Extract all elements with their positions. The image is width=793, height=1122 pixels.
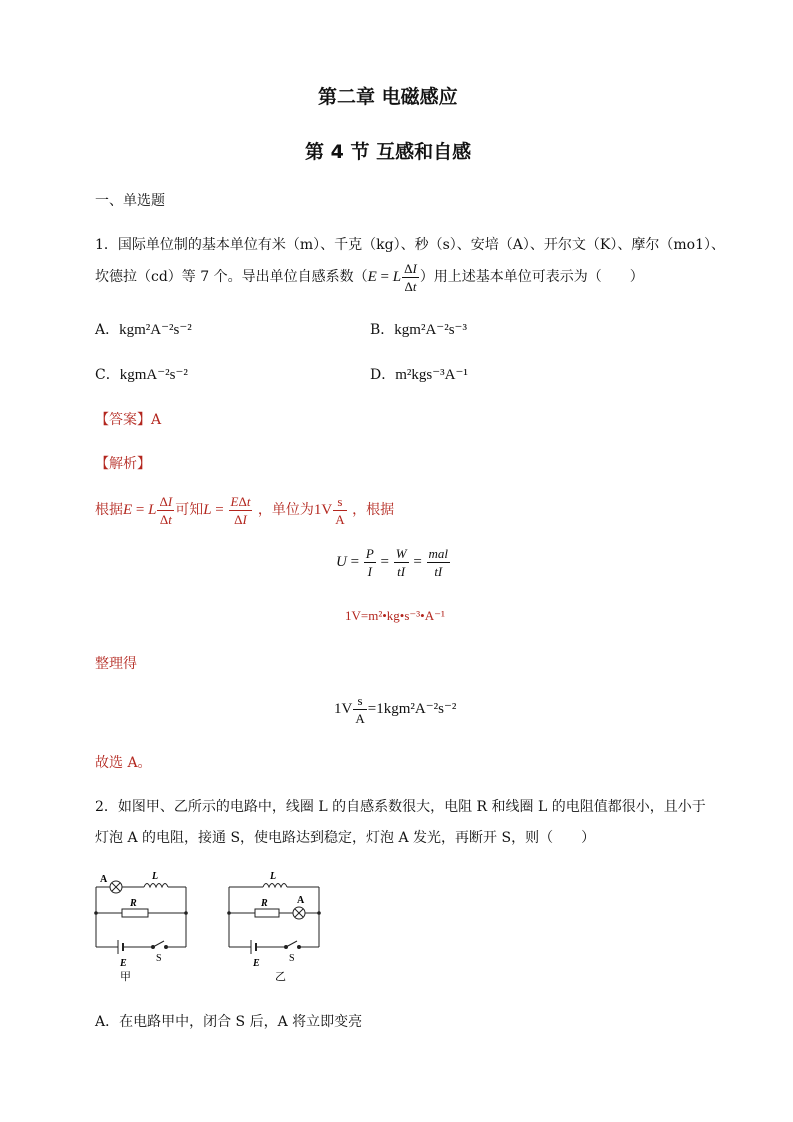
- label-R: R: [261, 898, 268, 909]
- answer: 【答案】A: [95, 412, 162, 428]
- voltage-formula: U = $\frac{P}{I}$ = $\frac{W}{tI}$ = $\frac{\text{mal}}{tI}$: [336, 546, 449, 579]
- caption-jia: 甲: [120, 971, 131, 983]
- label-L: L: [270, 871, 277, 882]
- option-b: [370, 319, 467, 339]
- solution-unit-formula: 1V $\frac{s}{A}$: [313, 494, 345, 527]
- label-S: S: [156, 953, 162, 964]
- analysis-label: 【解析】: [95, 456, 151, 472]
- option-a: [95, 319, 192, 339]
- solution-formula-2: L = $\frac{\text{EΔt}}{\Delta I}$: [203, 494, 251, 527]
- option-a-label: A．: [95, 322, 120, 338]
- organize-label: 整理得: [95, 656, 137, 672]
- result-rhs: =1kgm²A⁻²s⁻²: [367, 700, 457, 717]
- inductor-icon: [263, 884, 287, 888]
- resistor-icon: [255, 909, 279, 917]
- solution-line: [95, 495, 394, 526]
- q1-line2-pre: 坎德拉（cd）等 7 个。导出单位自感系数（: [95, 268, 368, 285]
- option-d-value: m²kgs⁻³A⁻¹: [395, 367, 468, 383]
- q1-line1: 1．国际单位制的基本单位有米（m）、千克（kg）、秒（s）、安培（A）、开尔文（K）、摩尔（mo1）、: [95, 237, 725, 253]
- q2-line1: 2．如图甲、乙所示的电路中，线圈 L 的自感系数很大，电阻 R 和线圈 L 的电阻值都很小，且小于: [95, 799, 706, 815]
- circuit-diagram-jia: [92, 870, 192, 985]
- option-a-value: kgm²A⁻²s⁻²: [119, 322, 192, 338]
- q2-option-a: A．在电路甲中，闭合 S 后，A 将立即变亮: [95, 1014, 363, 1030]
- volt-unit-equation: 1V=m²•kg•s⁻³•A⁻¹: [345, 608, 445, 623]
- circuit-diagram-yi: [225, 870, 325, 985]
- q2-line2: 灯泡 A 的电阻，接通 S，使电路达到稳定，灯泡 A 发光，再断开 S，则（ ）: [95, 830, 596, 846]
- switch-icon: [286, 941, 297, 947]
- chapter-title: 第二章 电磁感应: [318, 86, 458, 108]
- option-d-label: D．: [370, 367, 396, 383]
- label-L: L: [152, 871, 159, 882]
- result-equation: 1V $\frac{s}{A}$ =1kgm²A⁻²s⁻²: [334, 693, 457, 726]
- section-title: 第 4 节 互感和自感: [305, 141, 472, 163]
- resistor-icon: [122, 909, 148, 917]
- inductor-icon: [144, 884, 168, 888]
- conclusion: 故选 A。: [95, 755, 152, 771]
- label-S: S: [289, 953, 295, 964]
- option-b-value: kgm²A⁻²s⁻³: [394, 322, 467, 338]
- option-c: [95, 364, 188, 384]
- solution-formula-1: E = L $\frac{\Delta I}{\Delta t}$: [123, 494, 173, 527]
- caption-yi: 乙: [275, 971, 286, 983]
- option-c-label: C．: [95, 367, 120, 383]
- solution-prefix: 根据: [95, 501, 123, 518]
- solution-end: ，根据: [352, 501, 395, 518]
- option-d: [370, 364, 468, 384]
- label-R: R: [130, 898, 137, 909]
- label-A: A: [297, 895, 305, 906]
- switch-icon: [153, 941, 164, 947]
- q1-line2: [95, 262, 644, 293]
- label-E: E: [253, 958, 260, 969]
- option-b-label: B．: [370, 322, 395, 338]
- q1-line2-post: ）用上述基本单位可表示为（ ）: [419, 268, 644, 285]
- solution-mid: 可知: [175, 501, 204, 518]
- option-c-value: kgmA⁻²s⁻²: [119, 367, 188, 383]
- self-inductance-formula: E = L $\frac{\Delta I}{\Delta t}$: [367, 261, 417, 294]
- part-heading: 一、单选题: [95, 193, 165, 209]
- label-A: A: [100, 874, 108, 885]
- solution-unit-text: ，单位为: [257, 501, 314, 518]
- label-E: E: [120, 958, 127, 969]
